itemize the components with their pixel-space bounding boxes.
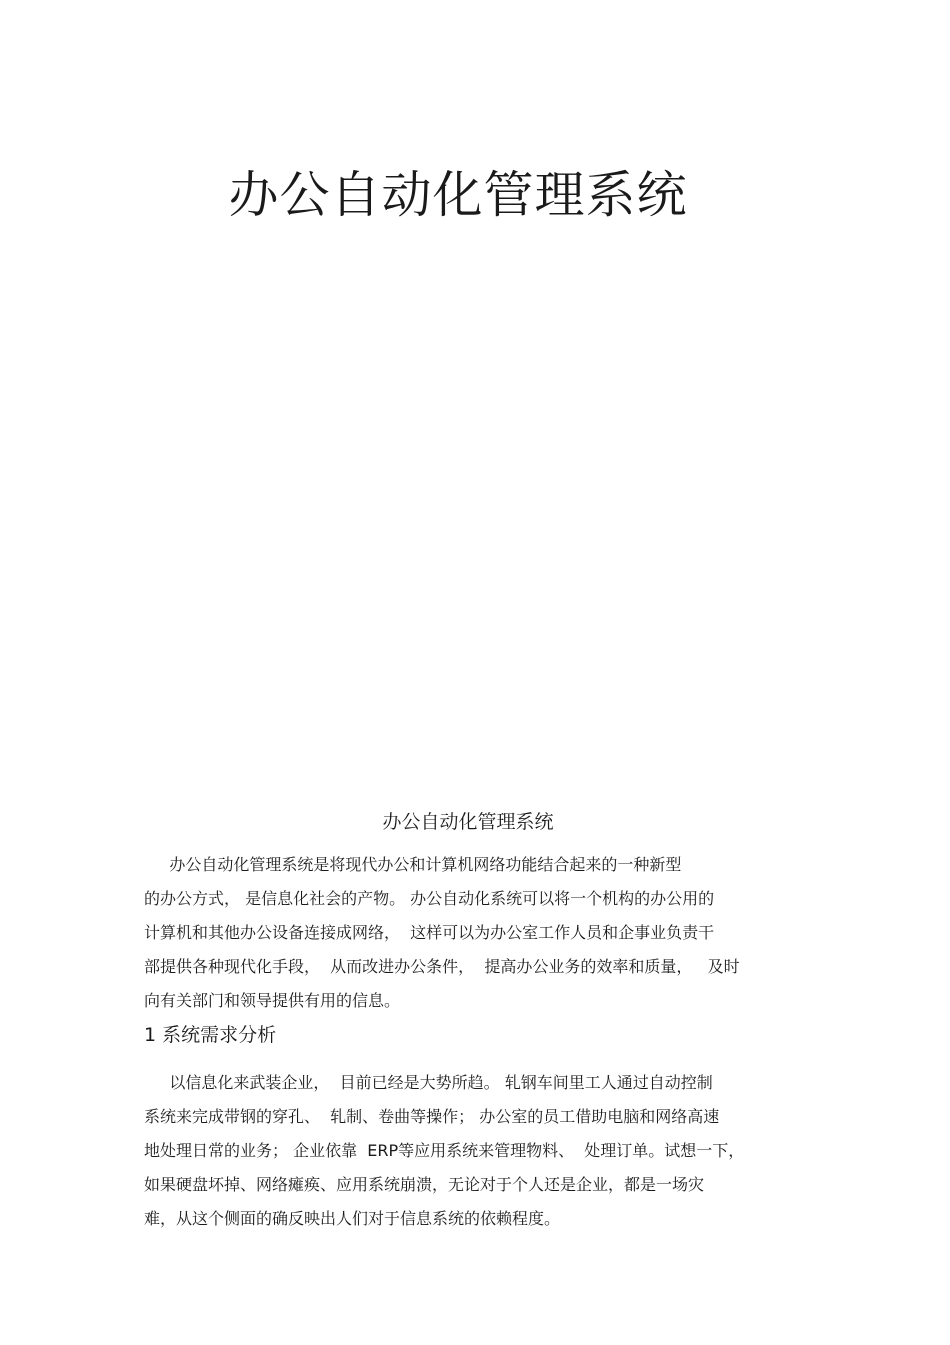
intro-paragraph xyxy=(144,848,812,1018)
requirements-line: 难，从这个侧面的确反映出人们对于信息系统的依赖程度。 xyxy=(144,1209,561,1228)
requirements-paragraph xyxy=(144,1066,812,1236)
requirements-line: 地处理日常的业务； 企业依靠 ERP等应用系统来管理物料、 处理订单。试想一下， xyxy=(144,1141,745,1160)
requirements-line: 以信息化来武装企业， 目前已经是大势所趋。 轧钢车间里工人通过自动控制 xyxy=(144,1073,713,1092)
intro-line: 计算机和其他办公设备连接成网络， 这样可以为办公室工作人员和企事业负责干 xyxy=(144,923,715,942)
intro-line: 的办公方式， 是信息化社会的产物。 办公自动化系统可以将一个机构的办公用的 xyxy=(144,889,715,908)
section-title: 办公自动化管理系统 xyxy=(382,811,554,833)
requirements-line: 系统来完成带钢的穿孔、 轧制、卷曲等操作； 办公室的员工借助电脑和网络高速 xyxy=(144,1107,720,1126)
intro-line: 向有关部门和领导提供有用的信息。 xyxy=(144,991,401,1010)
heading-requirements-analysis: 1 系统需求分析 xyxy=(144,1024,277,1046)
intro-line: 办公自动化管理系统是将现代办公和计算机网络功能结合起来的一种新型 xyxy=(144,855,682,874)
cover-title: 办公自动化管理系统 xyxy=(228,166,688,224)
intro-line: 部提供各种现代化手段， 从而改进办公条件， 提高办公业务的效率和质量， 及时 xyxy=(144,957,740,976)
requirements-line: 如果硬盘坏掉、网络瘫痪、应用系统崩溃，无论对于个人还是企业，都是一场灾 xyxy=(144,1175,705,1194)
